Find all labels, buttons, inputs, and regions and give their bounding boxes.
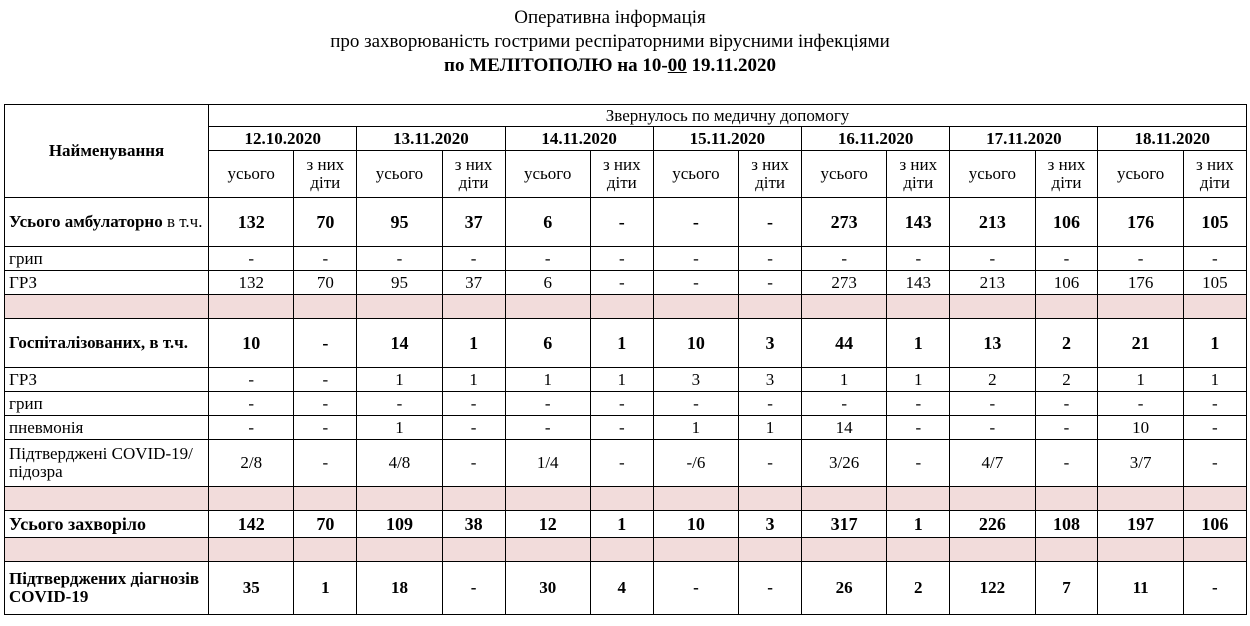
- cell-total: -: [505, 416, 590, 440]
- cell-children: -: [1183, 440, 1246, 487]
- cell-total: 1: [357, 416, 442, 440]
- cell-children: -: [442, 416, 505, 440]
- cell-children: -: [887, 392, 950, 416]
- cell-children: 106: [1183, 511, 1246, 538]
- cell-total: 95: [357, 198, 442, 247]
- cell-children: 3: [739, 511, 802, 538]
- row-hosp-flu: [5, 392, 1247, 416]
- cell-children: -: [294, 247, 357, 271]
- spacer-cell: [5, 487, 209, 511]
- cell-total: 10: [209, 319, 294, 368]
- spacer-cell: [5, 538, 209, 562]
- sub-header-children: з них діти: [1035, 151, 1098, 198]
- cell-total: 10: [1098, 416, 1183, 440]
- row-label: ГРЗ: [5, 368, 209, 392]
- cell-children: 105: [1183, 198, 1246, 247]
- spacer-cell: [442, 487, 505, 511]
- cell-children: 105: [1183, 271, 1246, 295]
- spacer-cell: [1035, 487, 1098, 511]
- date-header: 12.10.2020: [209, 127, 357, 151]
- cell-total: 273: [802, 198, 887, 247]
- date-header: 14.11.2020: [505, 127, 653, 151]
- spacer-cell: [1183, 295, 1246, 319]
- cell-children: 37: [442, 271, 505, 295]
- cell-children: 106: [1035, 271, 1098, 295]
- sub-header-total: усього: [209, 151, 294, 198]
- date-header: 18.11.2020: [1098, 127, 1247, 151]
- morbidity-table: [4, 104, 1247, 615]
- cell-total: 2: [950, 368, 1035, 392]
- cell-children: 1: [590, 368, 653, 392]
- cell-children: 70: [294, 271, 357, 295]
- cell-children: -: [294, 416, 357, 440]
- spacer-cell: [590, 295, 653, 319]
- spacer-cell: [887, 538, 950, 562]
- spacer-row: [5, 487, 1247, 511]
- spacer-cell: [5, 295, 209, 319]
- cell-children: 1: [887, 511, 950, 538]
- sub-header-total: усього: [950, 151, 1035, 198]
- spacer-cell: [1183, 538, 1246, 562]
- cell-total: -: [653, 247, 738, 271]
- cell-children: -: [1183, 562, 1246, 615]
- row-label: грип: [5, 247, 209, 271]
- cell-children: -: [590, 440, 653, 487]
- cell-total: 30: [505, 562, 590, 615]
- cell-total: 1: [1098, 368, 1183, 392]
- spacer-cell: [294, 295, 357, 319]
- spacer-cell: [442, 538, 505, 562]
- row-label: ГРЗ: [5, 271, 209, 295]
- cell-children: 70: [294, 511, 357, 538]
- spacer-cell: [739, 538, 802, 562]
- spacer-cell: [950, 487, 1035, 511]
- spacer-cell: [653, 487, 738, 511]
- spacer-cell: [1183, 487, 1246, 511]
- spacer-row: [5, 538, 1247, 562]
- header-row-group: [5, 105, 1247, 127]
- cell-children: 4: [590, 562, 653, 615]
- date-header: 16.11.2020: [802, 127, 950, 151]
- cell-children: -: [1183, 247, 1246, 271]
- spacer-cell: [294, 538, 357, 562]
- cell-children: -: [739, 271, 802, 295]
- spacer-cell: [653, 295, 738, 319]
- cell-children: -: [294, 440, 357, 487]
- cell-total: -: [505, 247, 590, 271]
- cell-children: 1: [1183, 319, 1246, 368]
- cell-children: -: [442, 392, 505, 416]
- cell-total: -: [209, 368, 294, 392]
- spacer-cell: [357, 487, 442, 511]
- cell-children: 70: [294, 198, 357, 247]
- cell-children: 37: [442, 198, 505, 247]
- cell-children: -: [294, 392, 357, 416]
- cell-children: 1: [887, 368, 950, 392]
- cell-children: 1: [1183, 368, 1246, 392]
- cell-children: -: [739, 198, 802, 247]
- row-label: Госпіталізованих, в т.ч.: [5, 319, 209, 368]
- row-label: грип: [5, 392, 209, 416]
- cell-children: -: [1183, 392, 1246, 416]
- cell-total: 213: [950, 198, 1035, 247]
- row-ambulatory: [5, 198, 1247, 247]
- cell-total: 35: [209, 562, 294, 615]
- cell-total: 176: [1098, 271, 1183, 295]
- spacer-cell: [1098, 487, 1183, 511]
- cell-children: -: [739, 392, 802, 416]
- cell-total: 12: [505, 511, 590, 538]
- cell-total: 95: [357, 271, 442, 295]
- row-flu: [5, 247, 1247, 271]
- sub-header-total: усього: [653, 151, 738, 198]
- cell-total: 4/7: [950, 440, 1035, 487]
- cell-children: 108: [1035, 511, 1098, 538]
- date-header: 13.11.2020: [357, 127, 505, 151]
- cell-total: 44: [802, 319, 887, 368]
- row-hosp-grz: [5, 368, 1247, 392]
- cell-total: 6: [505, 319, 590, 368]
- cell-total: -: [653, 392, 738, 416]
- spacer-cell: [209, 538, 294, 562]
- cell-total: -: [209, 392, 294, 416]
- cell-total: 18: [357, 562, 442, 615]
- spacer-cell: [1035, 295, 1098, 319]
- cell-total: 14: [357, 319, 442, 368]
- cell-total: 10: [653, 511, 738, 538]
- cell-children: 3: [739, 319, 802, 368]
- spacer-cell: [209, 487, 294, 511]
- cell-total: 226: [950, 511, 1035, 538]
- cell-total: -: [1098, 392, 1183, 416]
- cell-children: -: [887, 440, 950, 487]
- row-label: [5, 198, 209, 247]
- cell-total: 197: [1098, 511, 1183, 538]
- cell-total: 1/4: [505, 440, 590, 487]
- cell-children: 143: [887, 198, 950, 247]
- cell-children: 38: [442, 511, 505, 538]
- cell-children: -: [1183, 416, 1246, 440]
- spacer-cell: [294, 487, 357, 511]
- cell-children: 1: [294, 562, 357, 615]
- spacer-cell: [590, 487, 653, 511]
- cell-total: 176: [1098, 198, 1183, 247]
- cell-children: -: [739, 440, 802, 487]
- title-line-1: Оперативна інформація: [514, 7, 706, 28]
- cell-children: 1: [442, 319, 505, 368]
- spacer-cell: [739, 487, 802, 511]
- cell-total: 317: [802, 511, 887, 538]
- row-label: Усього захворіло: [5, 511, 209, 538]
- cell-total: 3/26: [802, 440, 887, 487]
- cell-children: 2: [1035, 319, 1098, 368]
- cell-children: -: [294, 368, 357, 392]
- report-title: [0, 6, 1220, 78]
- cell-total: -: [950, 247, 1035, 271]
- row-label: пневмонія: [5, 416, 209, 440]
- cell-children: -: [887, 416, 950, 440]
- group-header: Звернулось по медичну допомогу: [209, 105, 1247, 127]
- cell-total: -: [950, 392, 1035, 416]
- cell-total: 3/7: [1098, 440, 1183, 487]
- cell-total: 273: [802, 271, 887, 295]
- row-covid-suspect: [5, 440, 1247, 487]
- cell-total: -: [802, 247, 887, 271]
- sub-header-children: з них діти: [294, 151, 357, 198]
- cell-total: 1: [357, 368, 442, 392]
- cell-total: 142: [209, 511, 294, 538]
- cell-total: 6: [505, 198, 590, 247]
- spacer-cell: [357, 538, 442, 562]
- cell-children: -: [739, 247, 802, 271]
- cell-children: 2: [1035, 368, 1098, 392]
- cell-children: -: [1035, 416, 1098, 440]
- cell-total: -: [505, 392, 590, 416]
- title-line-3: по МЕЛІТОПОЛЮ на 10-00 19.11.2020: [444, 55, 776, 76]
- cell-total: 2/8: [209, 440, 294, 487]
- cell-children: -: [590, 416, 653, 440]
- spacer-cell: [1035, 538, 1098, 562]
- sub-header-children: з них діти: [1183, 151, 1246, 198]
- date-header: 17.11.2020: [950, 127, 1098, 151]
- spacer-cell: [887, 487, 950, 511]
- cell-children: -: [739, 562, 802, 615]
- cell-children: 1: [739, 416, 802, 440]
- cell-children: 1: [442, 368, 505, 392]
- cell-total: 1: [505, 368, 590, 392]
- sub-header-total: усього: [505, 151, 590, 198]
- cell-total: 11: [1098, 562, 1183, 615]
- cell-total: -: [209, 247, 294, 271]
- cell-total: -: [357, 392, 442, 416]
- spacer-cell: [739, 295, 802, 319]
- cell-children: -: [590, 198, 653, 247]
- sub-header-children: з них діти: [887, 151, 950, 198]
- spacer-cell: [1098, 538, 1183, 562]
- title-line-2: про захворюваність гострими респіраторними вірусними інфекціями: [330, 31, 890, 52]
- cell-total: 132: [209, 198, 294, 247]
- row-total-sick: [5, 511, 1247, 538]
- cell-total: 6: [505, 271, 590, 295]
- cell-total: 26: [802, 562, 887, 615]
- cell-total: -: [1098, 247, 1183, 271]
- spacer-cell: [505, 487, 590, 511]
- cell-children: 1: [590, 319, 653, 368]
- cell-total: -: [950, 416, 1035, 440]
- cell-children: 1: [590, 511, 653, 538]
- cell-total: -: [209, 416, 294, 440]
- spacer-cell: [209, 295, 294, 319]
- name-column-header: Найменування: [5, 105, 209, 198]
- row-covid-confirmed: [5, 562, 1247, 615]
- cell-children: 1: [887, 319, 950, 368]
- cell-children: 7: [1035, 562, 1098, 615]
- row-label: Підтверджених діагнозів COVID-19: [5, 562, 209, 615]
- spacer-cell: [505, 295, 590, 319]
- cell-children: -: [887, 247, 950, 271]
- cell-total: -: [653, 198, 738, 247]
- cell-children: 2: [887, 562, 950, 615]
- cell-children: -: [590, 247, 653, 271]
- cell-total: 1: [653, 416, 738, 440]
- cell-total: -: [357, 247, 442, 271]
- cell-children: 106: [1035, 198, 1098, 247]
- spacer-cell: [653, 538, 738, 562]
- sub-header-children: з них діти: [590, 151, 653, 198]
- cell-children: -: [1035, 440, 1098, 487]
- sub-header-children: з них діти: [739, 151, 802, 198]
- cell-children: -: [1035, 392, 1098, 416]
- cell-children: -: [442, 247, 505, 271]
- spacer-cell: [802, 295, 887, 319]
- spacer-cell: [950, 538, 1035, 562]
- cell-total: 14: [802, 416, 887, 440]
- spacer-cell: [590, 538, 653, 562]
- sub-header-total: усього: [357, 151, 442, 198]
- cell-total: 1: [802, 368, 887, 392]
- row-grz: [5, 271, 1247, 295]
- cell-children: -: [590, 271, 653, 295]
- cell-children: -: [294, 319, 357, 368]
- cell-total: -/6: [653, 440, 738, 487]
- row-label: Підтверджені COVID-19/підозра: [5, 440, 209, 487]
- spacer-cell: [442, 295, 505, 319]
- cell-total: 132: [209, 271, 294, 295]
- spacer-cell: [1098, 295, 1183, 319]
- cell-total: 3: [653, 368, 738, 392]
- cell-children: 3: [739, 368, 802, 392]
- cell-children: -: [1035, 247, 1098, 271]
- spacer-cell: [887, 295, 950, 319]
- cell-total: -: [653, 271, 738, 295]
- cell-total: 21: [1098, 319, 1183, 368]
- sub-header-total: усього: [802, 151, 887, 198]
- spacer-cell: [802, 538, 887, 562]
- sub-header-total: усього: [1098, 151, 1183, 198]
- spacer-cell: [357, 295, 442, 319]
- label-suffix: в т.ч.: [162, 212, 203, 231]
- cell-children: -: [442, 562, 505, 615]
- sub-header-children: з них діти: [442, 151, 505, 198]
- spacer-row: [5, 295, 1247, 319]
- spacer-cell: [950, 295, 1035, 319]
- cell-total: -: [802, 392, 887, 416]
- cell-total: 109: [357, 511, 442, 538]
- cell-children: -: [442, 440, 505, 487]
- row-hospitalized: [5, 319, 1247, 368]
- cell-total: 122: [950, 562, 1035, 615]
- row-pneumonia: [5, 416, 1247, 440]
- date-header: 15.11.2020: [653, 127, 801, 151]
- cell-total: -: [653, 562, 738, 615]
- cell-children: -: [590, 392, 653, 416]
- cell-total: 10: [653, 319, 738, 368]
- spacer-cell: [505, 538, 590, 562]
- cell-total: 213: [950, 271, 1035, 295]
- spacer-cell: [802, 487, 887, 511]
- label-bold: Усього амбулаторно: [9, 212, 163, 231]
- cell-total: 13: [950, 319, 1035, 368]
- cell-children: 143: [887, 271, 950, 295]
- cell-total: 4/8: [357, 440, 442, 487]
